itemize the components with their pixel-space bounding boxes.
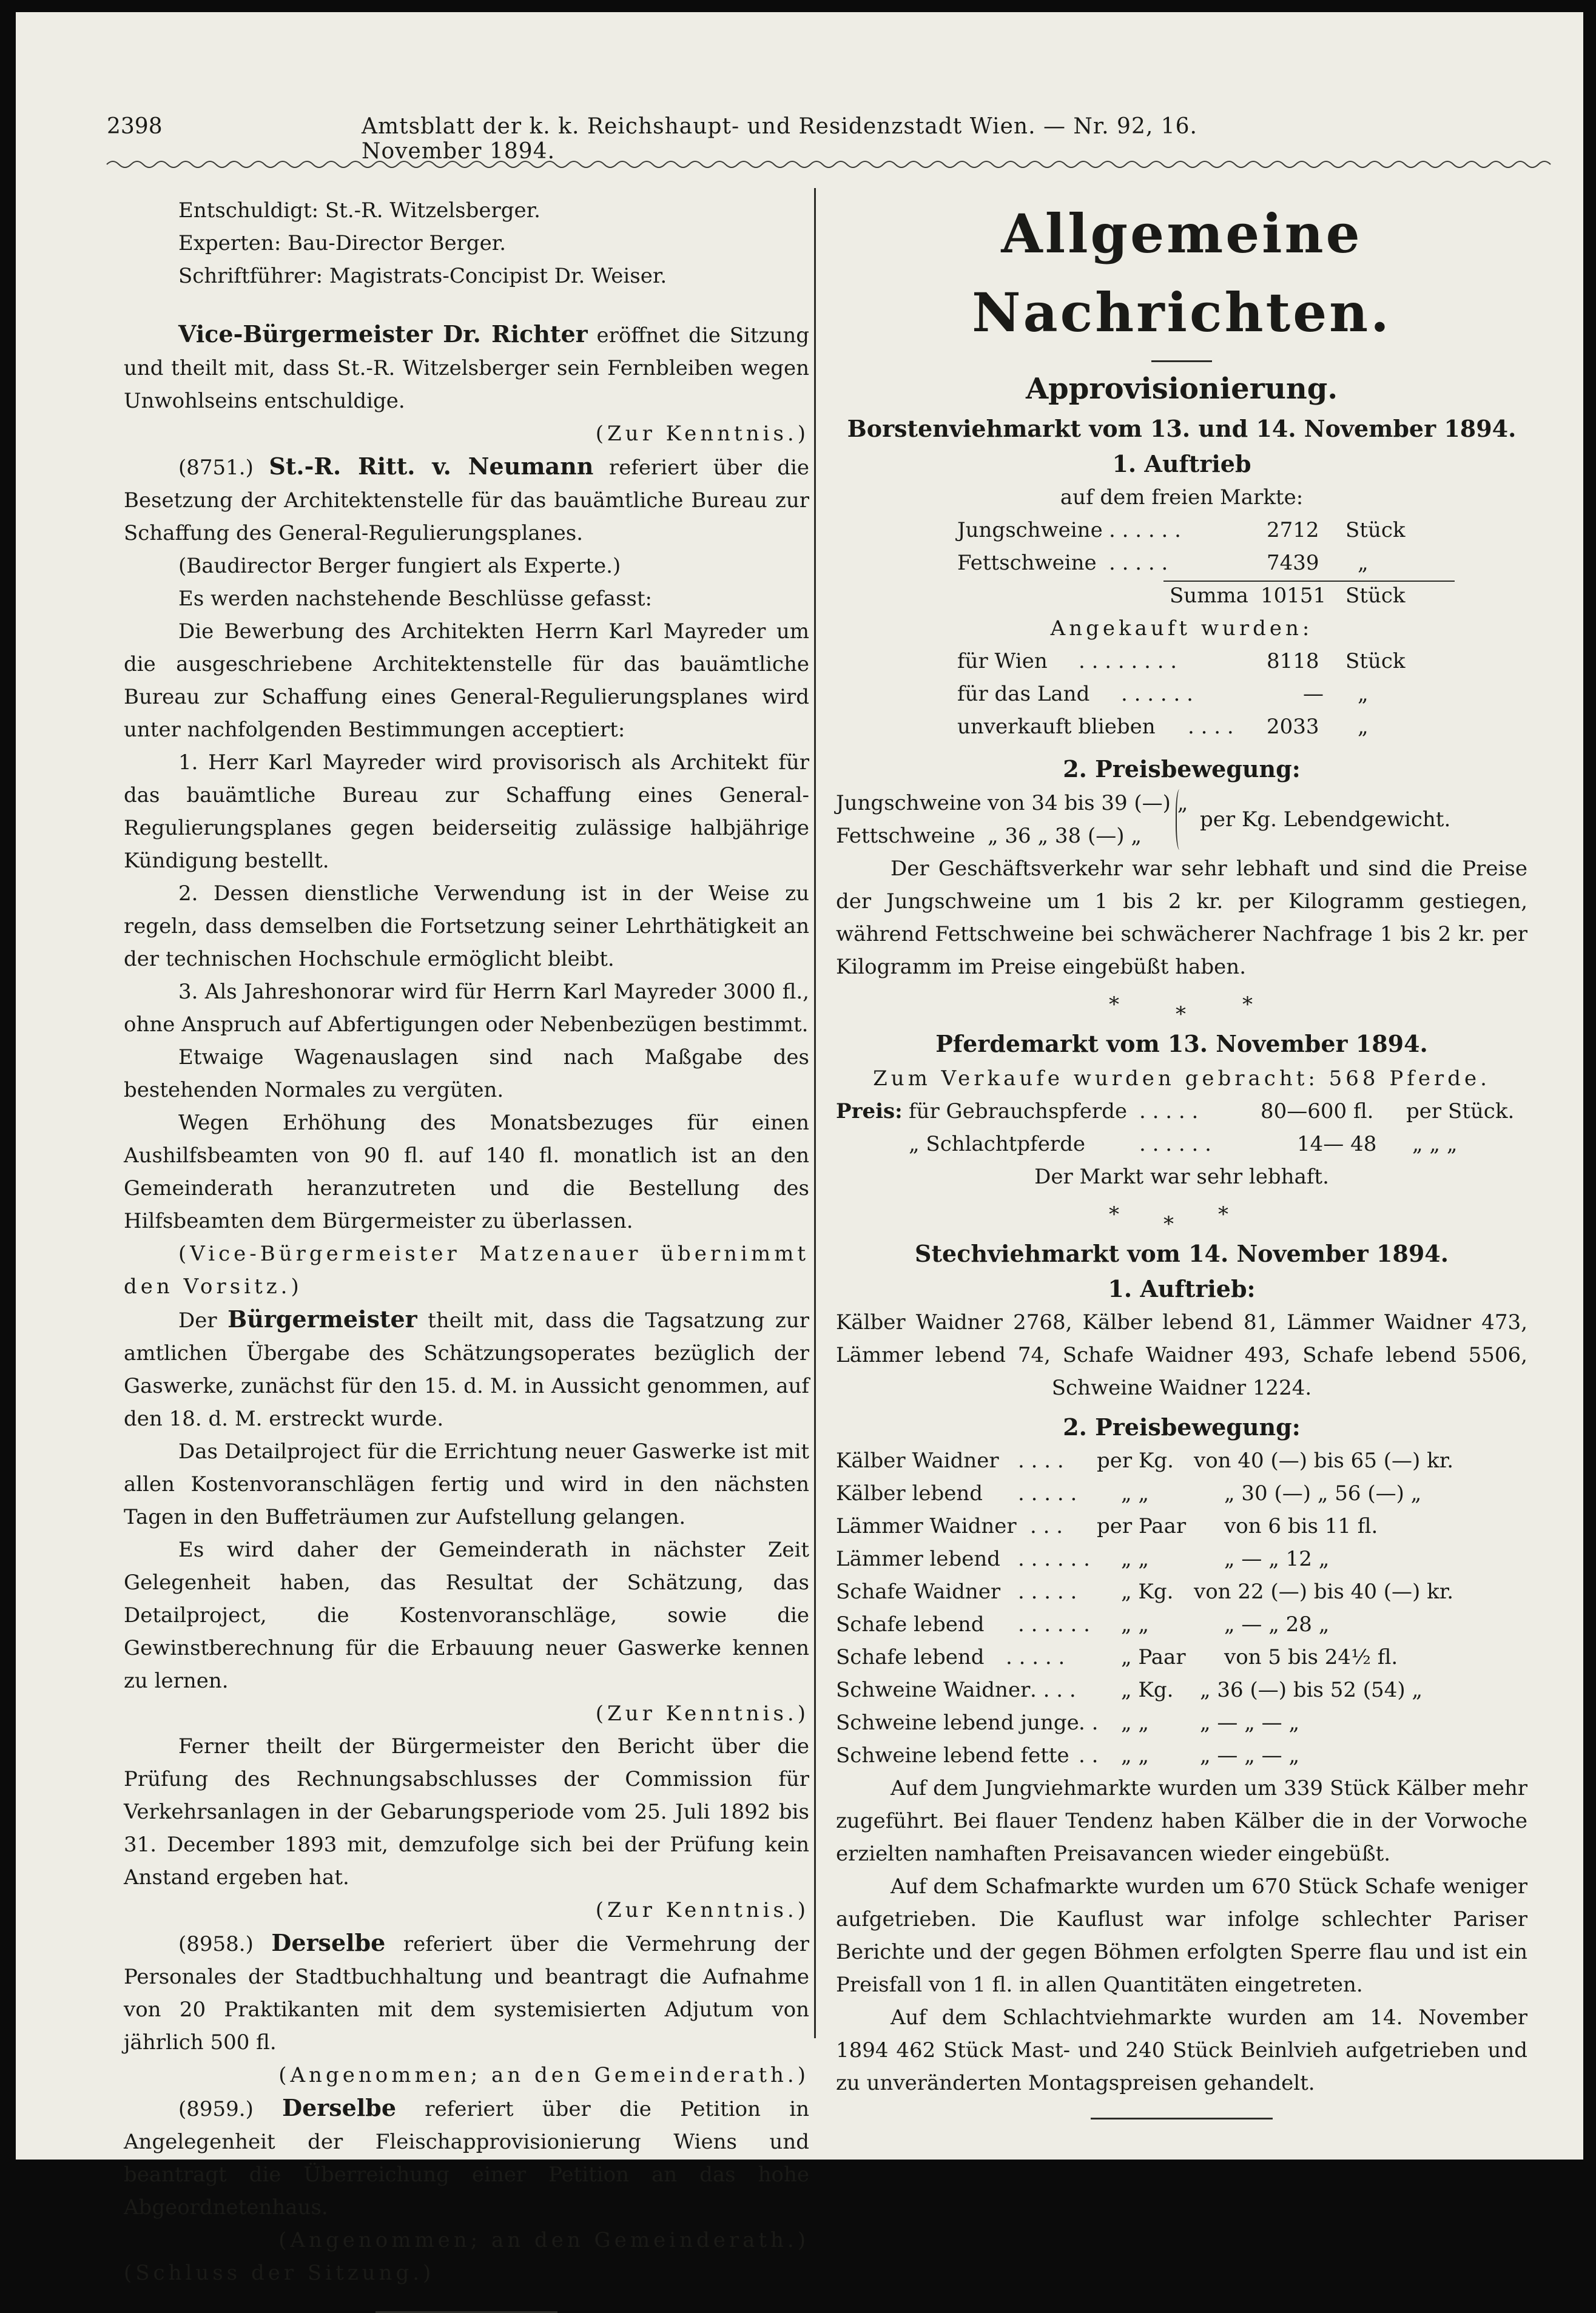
attendance-line: Experten: Bau-Director Berger.	[178, 231, 507, 255]
row-value: —	[1303, 682, 1324, 706]
price-row	[836, 1608, 1527, 1641]
price-unit: per Paar	[1097, 1514, 1187, 1538]
row-unit: Stück	[1345, 649, 1406, 673]
row-unit: „	[1358, 715, 1369, 739]
paragraph-monatsbezug: Wegen Erhöhung des Monatsbezuges für einen Aushilfsbeamten von 90 fl. auf 140 fl. monatlich ist an den Gemeinderath heranzutreten und die Bestellung des Hilfsbeamten dem Bürgermeister zu überlassen.	[124, 1111, 809, 1233]
paragraph-text: referiert über die Vermehrung der Personales der Stadtbuchhaltung und beantragt die Aufnahme von 20 Praktikanten mit dem systemisierten Adjutum von jährlich 500 fl.	[124, 1932, 809, 2055]
newspaper-page	[16, 12, 1583, 2285]
row-dots: . . . .	[1018, 1449, 1064, 1473]
separator-stars	[836, 983, 1527, 1026]
main-title: Allgemeine Nachrichten.	[972, 202, 1392, 344]
row-value: 7439	[1267, 551, 1319, 575]
row-dots: . . . . . . . .	[1079, 649, 1177, 673]
price-row	[836, 1674, 1527, 1706]
price-label: Schweine lebend junge	[836, 1711, 1079, 1735]
row-dots: . .	[1079, 1711, 1099, 1735]
brace-symbol	[1176, 789, 1185, 850]
left-column	[124, 194, 809, 2313]
paragraph-8959	[124, 2092, 809, 2224]
row-dots: . . . .	[1030, 1678, 1076, 1702]
paragraph-beschluesse: Es werden nachstehende Beschlüsse gefasst:	[178, 587, 652, 611]
star: *	[1218, 1202, 1228, 1227]
stech-comment-2: Auf dem Schafmarkte wurden um 670 Stück Schafe weniger aufgetrieben. Die Kauflust war infolge schlechter Pariser Berichte und der gegen Böhmen erfolgten Sperre flau und ist ein Preisfall von 1 fl. in allen Quantitäten eingetreten.	[836, 1874, 1527, 1997]
attendance-line: Schriftführer: Magistrats-Concipist Dr. Weiser.	[178, 264, 667, 288]
row-value: 2033	[1267, 715, 1319, 739]
paragraph-wagenauslagen: Etwaige Wagenauslagen sind nach Maßgabe des bestehenden Normales zu vergüten.	[124, 1045, 809, 1102]
row-dots: . . . . .	[1109, 551, 1168, 575]
item-number: (8959.)	[178, 2097, 254, 2121]
row-value: 2712	[1267, 518, 1319, 542]
row-dots: . . . . . .	[1018, 1547, 1090, 1571]
note-kenntnis: (Zur Kenntnis.)	[595, 422, 809, 446]
price-label: Kälber Waidner	[836, 1449, 999, 1473]
price-label: Schweine lebend fette	[836, 1743, 1069, 1768]
item-number: (8751.)	[178, 456, 254, 480]
price-row	[836, 1477, 1527, 1510]
stech-preis-title: 2. Preisbewegung:	[1063, 1413, 1301, 1441]
right-column	[836, 194, 1527, 2119]
price-value: von 5 bis 24½ fl.	[1224, 1645, 1398, 1669]
row-dots: . . . . . .	[1018, 1612, 1090, 1637]
row-dots: . . . . .	[1018, 1580, 1077, 1604]
header-title: Amtsblatt der k. k. Reichshaupt- und Residenzstadt Wien. — Nr. 92, 16. November 1894.	[362, 114, 1197, 164]
row-unit: per Stück.	[1406, 1099, 1515, 1123]
star: *	[1109, 1202, 1119, 1227]
bought-label: Angekauft wurden:	[1050, 616, 1313, 641]
price-value: „ — „ 28 „	[1224, 1612, 1330, 1637]
paragraph-gemeinderath: Es wird daher der Gemeinderath in nächster Zeit Gelegenheit haben, das Resultat der Schätzung, das Detailproject, die Kostenvoranschläge, sowie die Gewinstberechnung für die Erbauung neuer Gaswerke kennen zu lernen.	[124, 1538, 809, 1693]
attendance-block	[124, 194, 809, 292]
paragraph-vorsitz: (Vice-Bürgermeister Matzenauer übernimmt den Vorsitz.)	[124, 1242, 809, 1299]
stech-auftrieb-text: Kälber Waidner 2768, Kälber lebend 81, Lämmer Waidner 473, Lämmer lebend 74, Schafe Waidner 493, Schafe lebend 5506, Schweine Waidner 1224.	[836, 1310, 1527, 1400]
price-row	[836, 1706, 1527, 1739]
row-dots: . . . .	[1188, 715, 1234, 739]
price-row	[836, 1444, 1527, 1477]
pferde-sold: Zum Verkaufe wurden gebracht: 568 Pferde.	[873, 1066, 1490, 1091]
summa-label: Summa	[1170, 584, 1248, 608]
speaker-name: Bürgermeister	[227, 1305, 417, 1333]
header-wavy-rule	[107, 155, 1557, 173]
price-unit: „ Kg.	[1121, 1678, 1174, 1702]
attendance-line: Entschuldigt: St.-R. Witzelsberger.	[178, 198, 540, 223]
column-divider	[814, 188, 816, 2038]
paragraph-8958	[124, 1927, 809, 2059]
closing-note: (Schluss der Sitzung.)	[124, 2261, 435, 2285]
note-kenntnis: (Zur Kenntnis.)	[595, 1702, 809, 1726]
price-value: von 40 (—) bis 65 (—) kr.	[1194, 1449, 1454, 1473]
row-dots: . . . . .	[1018, 1481, 1077, 1506]
paragraph-point-1: 1. Herr Karl Mayreder wird provisorisch als Architekt für das bauämtliche Bureau zur Schaffung eines General-Regulierungsplanes gegen beiderseitig zulässige halbjährige Kündigung bestellt.	[124, 750, 809, 873]
paragraph-point-2: 2. Dessen dienstliche Verwendung ist in der Weise zu regeln, dass demselben die Fortsetzung seiner Lehrthätigkeit an der technischen Hochschule ermöglicht bleibt.	[124, 881, 809, 971]
paragraph-text: theilt mit, dass die Tagsatzung zur amtlichen Übergabe des Schätzungsoperates bezüglich der Gaswerke, zunächst für den 15. d. M. in Aussicht genommen, auf den 18. d. M. erstreckt wurde.	[124, 1308, 809, 1431]
pferde-row	[836, 1095, 1527, 1128]
auftrieb-row	[836, 514, 1527, 547]
row-dots: . . . . .	[1006, 1645, 1065, 1669]
item-number: (8958.)	[178, 1932, 254, 1956]
paragraph-text: referiert über die Besetzung der Architektenstelle für das bauämtliche Bureau zur Schaffung des General-Regulierungsplanes.	[124, 456, 810, 545]
pferde-row	[836, 1128, 1527, 1160]
row-dots: . . .	[1030, 1514, 1063, 1538]
stech-comment-3: Auf dem Schlachtviehmarkte wurden am 14. November 1894 462 Stück Mast- und 240 Stück Beinlvieh aufgetrieben und zu unveränderten Montagspreisen gehandelt.	[836, 2005, 1527, 2095]
page-number: 2398	[107, 114, 163, 139]
pferde-title: Pferdemarkt vom 13. November 1894.	[935, 1030, 1428, 1057]
paragraph-point-3: 3. Als Jahreshonorar wird für Herrn Karl Mayreder 3000 fl., ohne Anspruch auf Abfertigungen oder Nebenbezügen bestimmt.	[124, 980, 809, 1037]
paragraph-rechnungsabschluss: Ferner theilt der Bürgermeister den Bericht über die Prüfung des Rechnungsabschlusses der Commission für Verkehrsanlagen in der Gebarungsperiode vom 25. Juli 1892 bis 31. December 1893 mit, demzufolge sich bei der Prüfung kein Anstand ergeben hat.	[124, 1734, 809, 1890]
section-title: Approvisionierung.	[1025, 372, 1338, 406]
preis-range: von 34 bis 39 (—) „	[988, 791, 1188, 815]
separator-stars	[836, 1193, 1527, 1236]
price-unit: „ „	[1121, 1547, 1150, 1571]
row-dots: . . . . .	[1139, 1099, 1199, 1123]
stech-title: Stechviehmarkt vom 14. November 1894.	[915, 1240, 1449, 1267]
price-unit: „ Kg.	[1121, 1580, 1174, 1604]
row-dots: . . . . . .	[1139, 1132, 1211, 1156]
preis-label: Jungschweine	[836, 791, 982, 815]
paragraph-text: Der	[178, 1308, 217, 1333]
end-rule	[1091, 2118, 1273, 2119]
price-value: von 22 (—) bis 40 (—) kr.	[1194, 1580, 1454, 1604]
row-dots: . . . . . .	[1109, 518, 1181, 542]
note-kenntnis: (Zur Kenntnis.)	[595, 1898, 809, 1922]
price-label: Schafe lebend	[836, 1612, 985, 1637]
stech-auftrieb-title: 1. Auftrieb:	[1108, 1275, 1256, 1302]
price-unit: „ „	[1121, 1612, 1150, 1637]
preis-label: Fettschweine	[836, 824, 975, 848]
preis-unit: per Kg. Lebendgewicht.	[1200, 807, 1451, 832]
bought-row	[836, 645, 1527, 678]
paragraph-text: eröffnet die Sitzung und theilt mit, dass St.-R. Witzelsberger sein Fernbleiben wegen Unwohlseins entschuldige.	[124, 323, 810, 413]
preis-block	[836, 787, 1527, 852]
market-label: auf dem freien Markte:	[1060, 485, 1304, 510]
row-label: unverkauft blieben	[957, 715, 1156, 739]
price-label: Schafe lebend	[836, 1645, 985, 1669]
bought-row	[836, 678, 1527, 710]
price-unit: „ „	[1121, 1743, 1150, 1768]
paragraph-detailproject: Das Detailproject für die Errichtung neuer Gaswerke ist mit allen Kostenvoranschlägen fertig und wird in den nächsten Tagen in den Buffeträumen zur Aufstellung gelangen.	[124, 1439, 809, 1529]
paragraph-buergermeister	[124, 1303, 809, 1435]
price-value: von 6 bis 11 fl.	[1224, 1514, 1378, 1538]
preis-label: Preis:	[836, 1099, 903, 1123]
row-unit: „	[1358, 682, 1369, 706]
stech-price-table	[836, 1444, 1527, 1772]
star: *	[1242, 992, 1253, 1017]
row-unit: „ „ „	[1412, 1132, 1458, 1156]
row-dots: . .	[1079, 1743, 1099, 1768]
row-label: „ Schlachtpferde	[909, 1132, 1086, 1156]
row-label: Fettschweine	[957, 551, 1097, 575]
summa-value: 10151	[1261, 584, 1327, 608]
auftrieb-row	[836, 547, 1527, 579]
price-unit: „ „	[1121, 1481, 1150, 1506]
bought-row	[836, 710, 1527, 743]
borsten-commentary: Der Geschäftsverkehr war sehr lebhaft und sind die Preise der Jungschweine um 1 bis 2 kr. per Kilogramm gestiegen, während Fettschweine bei schwächerer Nachfrage 1 bis 2 kr. per Kilogramm im Preise eingebüßt haben.	[836, 857, 1527, 979]
price-label: Lämmer Waidner	[836, 1514, 1017, 1538]
note-angenommen: (Angenommen; an den Gemeinderath.)	[278, 2228, 809, 2252]
speaker-name: Derselbe	[271, 1929, 386, 1956]
row-label: für Wien	[957, 649, 1048, 673]
row-value: 8118	[1267, 649, 1319, 673]
paragraph-8751	[124, 450, 809, 550]
price-unit: „ Paar	[1121, 1645, 1186, 1669]
row-unit: Stück	[1345, 518, 1406, 542]
price-value: „ 36 (—) bis 52 (54) „	[1200, 1678, 1423, 1702]
borsten-preis-title: 2. Preisbewegung:	[1063, 755, 1301, 783]
star: *	[1176, 1002, 1186, 1026]
stech-comment-1: Auf dem Jungviehmarkte wurden um 339 Stück Kälber mehr zugeführt. Bei flauer Tendenz haben Kälber die in der Vorwoche erzielten namhaften Preisavancen wieder eingebüßt.	[836, 1776, 1527, 1866]
price-value: „ — „ — „	[1200, 1711, 1300, 1735]
paragraph-experte: (Baudirector Berger fungiert als Experte.)	[178, 554, 621, 578]
summa-unit: Stück	[1345, 584, 1406, 608]
title-rule	[1151, 360, 1212, 362]
speaker-name: St.-R. Ritt. v. Neumann	[269, 453, 594, 480]
page-header	[107, 114, 1290, 164]
price-row	[836, 1641, 1527, 1674]
price-unit: per Kg.	[1097, 1449, 1174, 1473]
speaker-name: Vice-Bürgermeister Dr. Richter	[178, 320, 588, 348]
row-range: 80—600 fl.	[1261, 1099, 1374, 1123]
price-row	[836, 1575, 1527, 1608]
price-value: „ — „ 12 „	[1224, 1547, 1330, 1571]
borsten-title: Borstenviehmarkt vom 13. und 14. November 1894.	[847, 415, 1517, 442]
row-unit: „	[1358, 551, 1369, 575]
preis-range: „ 36 „ 38 (—) „	[988, 824, 1142, 848]
row-label: für Gebrauchspferde	[909, 1099, 1128, 1123]
price-label: Schweine Waidner	[836, 1678, 1031, 1702]
paragraph-opening	[124, 318, 809, 417]
speaker-name: Derselbe	[282, 2094, 397, 2121]
borsten-auftrieb-title: 1. Auftrieb	[1112, 450, 1251, 477]
price-row	[836, 1739, 1527, 1772]
summa-row	[836, 579, 1527, 612]
price-value: „ — „ — „	[1200, 1743, 1300, 1768]
row-range: 14— 48	[1297, 1132, 1377, 1156]
price-row	[836, 1543, 1527, 1575]
star: *	[1163, 1212, 1174, 1236]
note-angenommen: (Angenommen; an den Gemeinderath.)	[278, 2063, 809, 2087]
price-value: „ 30 (—) „ 56 (—) „	[1224, 1481, 1422, 1506]
star: *	[1109, 992, 1119, 1017]
price-label: Lämmer lebend	[836, 1547, 1001, 1571]
price-label: Kälber lebend	[836, 1481, 983, 1506]
row-dots: . . . . . .	[1121, 682, 1193, 706]
paragraph-bewerbung: Die Bewerbung des Architekten Herrn Karl Mayreder um die ausgeschriebene Architektenstelle für das bauämtliche Bureau zur Schaffung eines General-Regulierungsplanes wird unter nachfolgenden Bestimmungen acceptiert:	[124, 619, 809, 742]
paragraph-text: referiert über die Petition in Angelegenheit der Fleischapprovisionierung Wiens und beantragt die Überreichung einer Petition an das hohe Abgeordnetenhaus.	[124, 2097, 809, 2220]
price-unit: „ „	[1121, 1711, 1150, 1735]
price-row	[836, 1510, 1527, 1543]
pferde-note: Der Markt war sehr lebhaft.	[1034, 1165, 1329, 1189]
price-label: Schafe Waidner	[836, 1580, 1001, 1604]
row-label: für das Land	[957, 682, 1090, 706]
row-label: Jungschweine	[957, 518, 1103, 542]
